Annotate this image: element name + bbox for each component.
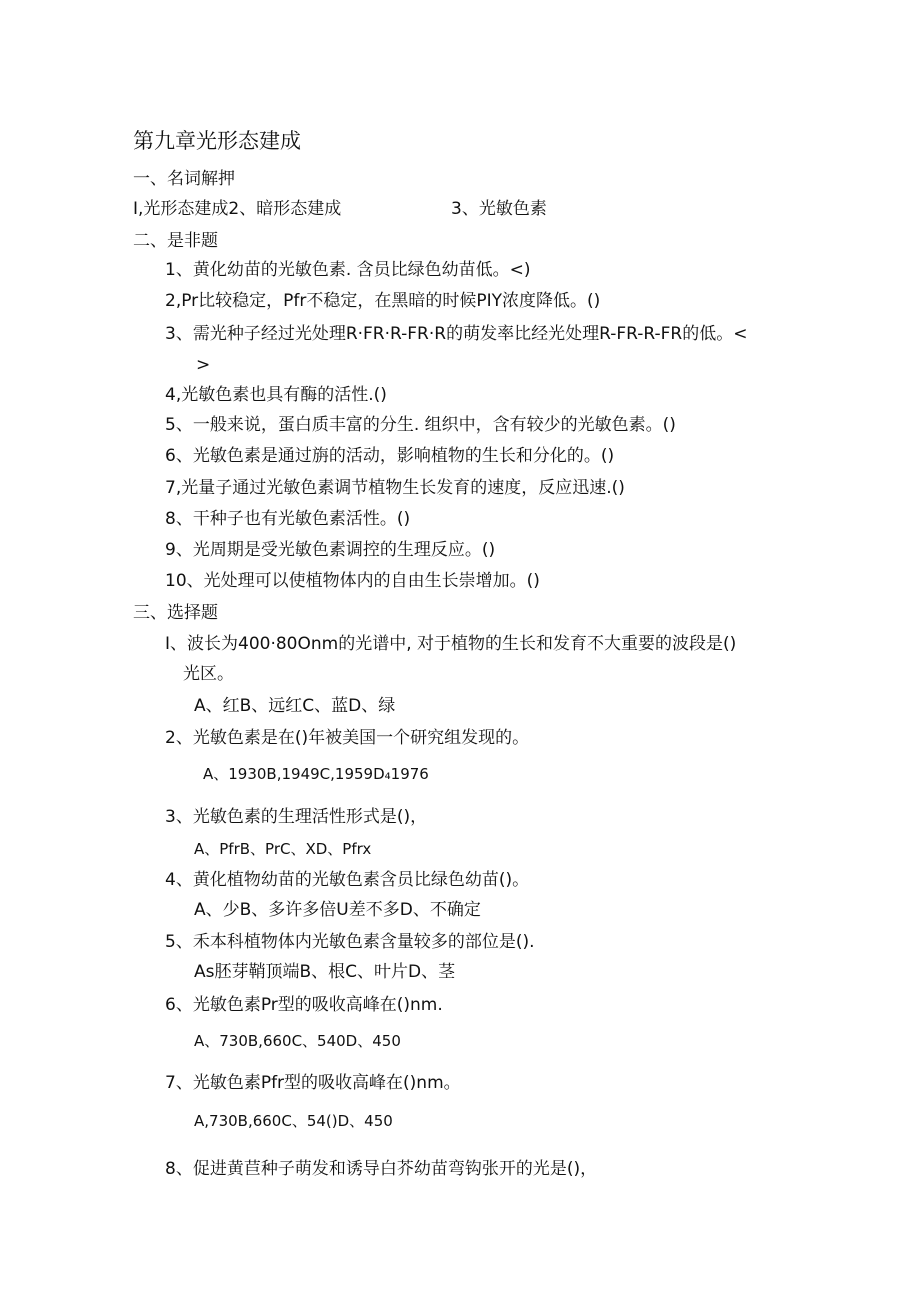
tf-item-continuation: > bbox=[196, 355, 211, 375]
terms-line-a: I,光形态建成2、暗形态建成 bbox=[133, 199, 342, 219]
section-heading-definitions: 一、名词解押 bbox=[133, 169, 235, 189]
tf-item: 3、需光种子经过光处理R·FR·R-FR·R的萌发率比经光处理R-FR-R-FR的低。< bbox=[165, 324, 748, 344]
tf-item: 9、光周期是受光敏色素调控的生理反应。() bbox=[165, 540, 496, 560]
mc-question-7-options: A,730B,660C、54()D、450 bbox=[194, 1112, 393, 1130]
mc-question-2: 2、光敏色素是在()年被美国一个研究组发现的。 bbox=[165, 728, 530, 748]
mc-question-4-options: A、少B、多许多倍U差不多D、不确定 bbox=[194, 900, 481, 920]
mc-question-3: 3、光敏色素的生理活性形式是()， bbox=[165, 807, 428, 827]
mc-question-6-options: A、730B,660C、540D、450 bbox=[194, 1032, 401, 1050]
tf-item: 2,Pr比较稳定，Pfr不稳定，在黑暗的时候PIY浓度降低。() bbox=[165, 291, 601, 311]
section-heading-true-false: 二、是非题 bbox=[133, 231, 218, 251]
section-heading-multiple-choice: 三、选择题 bbox=[133, 603, 218, 623]
terms-line-b: 3、光敏色素 bbox=[451, 199, 547, 219]
tf-item: 4,光敏色素也具有酶的活性.() bbox=[165, 385, 387, 405]
tf-item: 6、光敏色素是通过旃的活动，影响植物的生长和分化的。() bbox=[165, 446, 615, 466]
mc-question-8: 8、促进黄苣种子萌发和诱导白芥幼苗弯钩张开的光是()， bbox=[165, 1159, 598, 1179]
tf-item: 7,光量子通过光敏色素调节植物生长发育的速度，反应迅速.() bbox=[165, 478, 625, 498]
tf-item: 1、黄化幼苗的光敏色素. 含员比绿色幼苗低。<) bbox=[165, 260, 531, 280]
tf-item: 5、一般来说，蛋白质丰富的分生. 组织中，含有较少的光敏色素。() bbox=[165, 415, 676, 435]
mc-question-5: 5、禾本科植物体内光敏色素含量较多的部位是(). bbox=[165, 932, 535, 952]
page-title: 第九章光形态建成 bbox=[133, 129, 301, 153]
tf-item: 10、光处理可以使植物体内的自由生长崇增加。() bbox=[165, 571, 540, 591]
mc-question-3-options: A、PfrB、PrC、XD、Pfrx bbox=[194, 840, 372, 858]
mc-question-1: I、波长为400·80Onm的光谱中, 对于植物的生长和发育不大重要的波段是() bbox=[165, 634, 737, 654]
mc-question-5-options: As胚芽鞘顶端B、根C、叶片D、茎 bbox=[194, 962, 456, 982]
mc-question-7: 7、光敏色素Pfr型的吸收高峰在()nm。 bbox=[165, 1073, 461, 1093]
mc-question-2-options: A、1930B,1949C,1959D₄1976 bbox=[203, 765, 429, 783]
mc-question-1-continuation: 光区。 bbox=[183, 664, 234, 684]
mc-question-6: 6、光敏色素Pr型的吸收高峰在()nm. bbox=[165, 995, 443, 1015]
tf-item: 8、干种子也有光敏色素活性。() bbox=[165, 509, 411, 529]
mc-question-1-options: A、红B、远红C、蓝D、绿 bbox=[194, 696, 396, 716]
mc-question-4: 4、黄化植物幼苗的光敏色素含员比绿色幼苗()。 bbox=[165, 870, 530, 890]
